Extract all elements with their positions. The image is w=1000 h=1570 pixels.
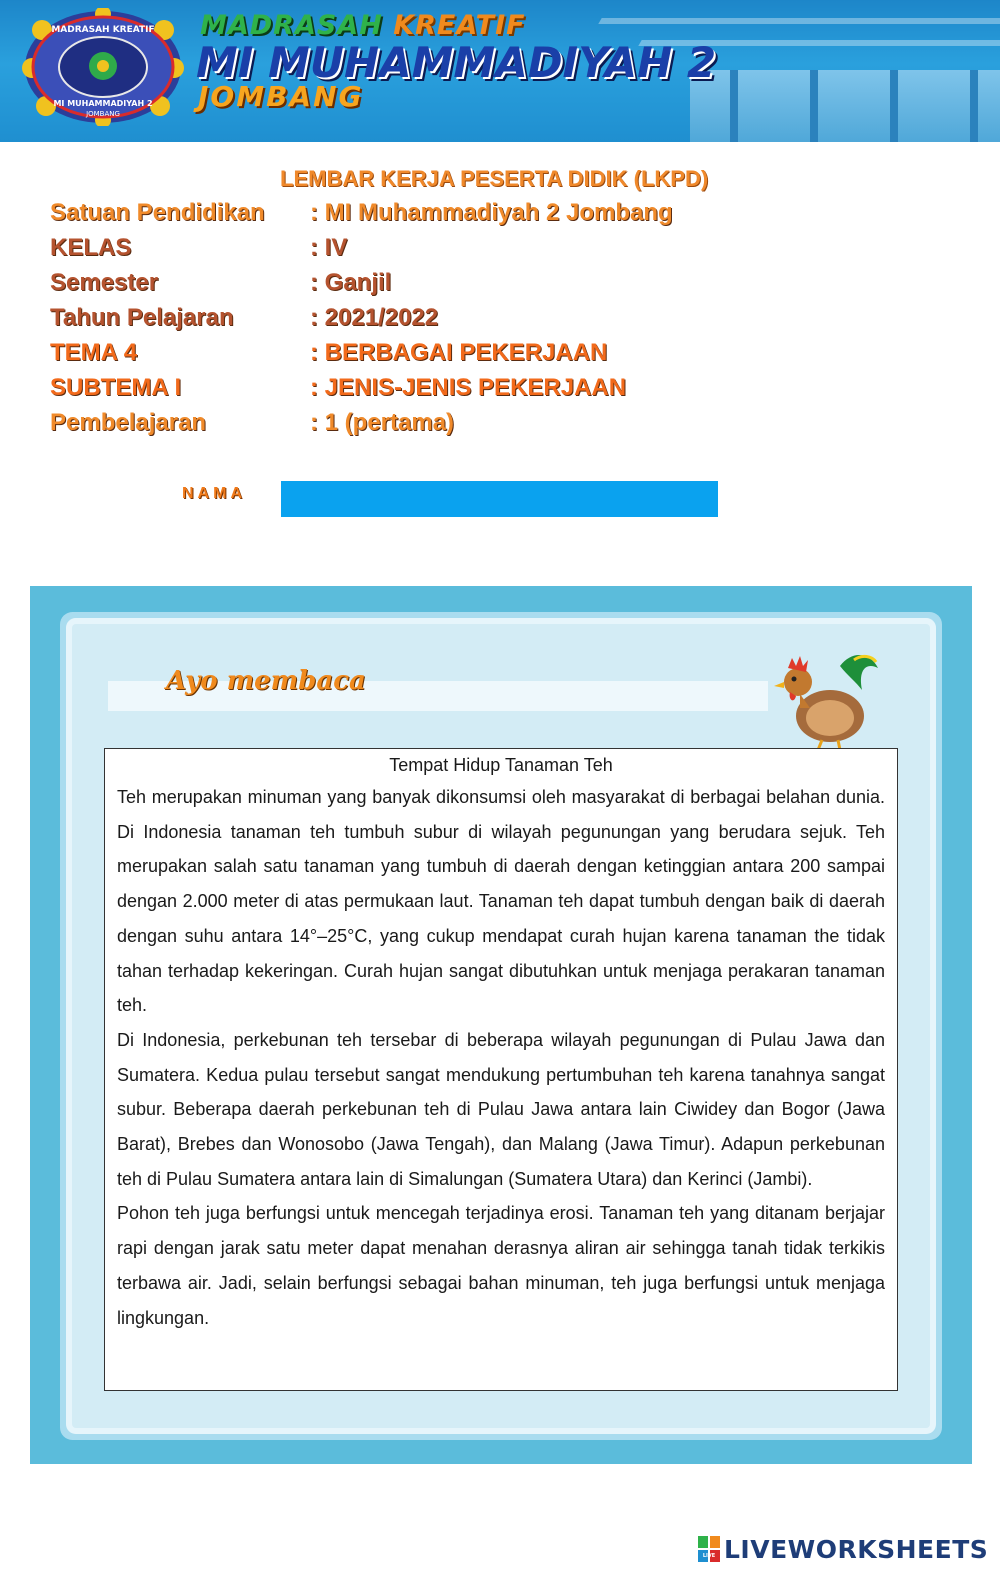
logo-text-top: MADRASAH KREATIF xyxy=(51,25,155,35)
ayo-membaca-heading: Ayo membaca xyxy=(166,666,366,696)
info-label: TEMA 4 xyxy=(50,339,138,366)
liveworksheets-logo-text: LIVE xyxy=(702,1553,716,1559)
reading-title: Tempat Hidup Tanaman Teh xyxy=(389,755,613,775)
rooster-icon xyxy=(770,646,882,752)
info-row-tahun-pelajaran xyxy=(50,304,950,336)
school-banner xyxy=(0,0,1000,142)
logo-text-city: JOMBANG xyxy=(86,110,120,118)
banner-stripe xyxy=(598,18,1000,24)
info-label: Tahun Pelajaran xyxy=(50,304,234,331)
reading-passage xyxy=(104,748,898,1391)
info-value: : JENIS-JENIS PEKERJAAN xyxy=(310,374,627,401)
info-value: : Ganjil xyxy=(310,269,392,296)
logo-text-bottom: MI MUHAMMADIYAH 2 xyxy=(53,99,153,108)
liveworksheets-logo-icon xyxy=(698,1536,720,1562)
worksheet-title: LEMBAR KERJA PESERTA DIDIK (LKPD) xyxy=(280,166,709,191)
info-label: Pembelajaran xyxy=(50,409,207,436)
brand-tagline-kreatif: KREATIF xyxy=(393,10,526,41)
reading-paragraph: Pohon teh juga berfungsi untuk mencegah terjadinya erosi. Tanaman teh yang ditanam berjajar rapi dengan jarak satu meter dapat menahan derasnya aliran air sehingga tanah tidak terkikis terbawa air. Jadi, selain berfungsi sebagai bahan minuman, teh juga berfungsi untuk menjaga lingkungan. xyxy=(117,1203,885,1328)
info-value: : 2021/2022 xyxy=(310,304,439,331)
info-row-tema xyxy=(50,339,950,371)
brand-tagline-madrasah: MADRASAH xyxy=(200,10,394,41)
banner-building-graphic xyxy=(690,70,1000,142)
brand-school-name: MI MUHAMMADIYAH 2 xyxy=(196,38,717,87)
info-row-pembelajaran xyxy=(50,409,950,441)
info-row-kelas xyxy=(50,234,950,266)
reading-paragraph: Teh merupakan minuman yang banyak dikonsumsi oleh masyarakat di berbagai belahan dunia. Di Indonesia tanaman teh tumbuh subur di wilayah pegunungan yang berudara sejuk. Teh merupakan salah satu tanaman yang tumbuh di daerah dengan ketinggian antara 200 sampai dengan 2.000 meter di atas permukaan laut. Tanaman teh dapat tumbuh dengan baik di daerah dengan suhu antara 14°–25°C, yang cukup mendapat curah hujan karena tanaman the tidak tahan terhadap kekeringan. Curah hujan sangat dibutuhkan untuk menjaga perakaran tanaman teh. xyxy=(117,787,885,1016)
info-row-subtema xyxy=(50,374,950,406)
info-row-satuan-pendidikan xyxy=(50,199,950,231)
reading-panel xyxy=(30,586,972,1464)
info-label: KELAS xyxy=(50,234,132,261)
nama-input[interactable] xyxy=(281,481,718,517)
info-label: SUBTEMA I xyxy=(50,374,182,401)
brand-tagline xyxy=(200,10,526,41)
school-logo xyxy=(22,8,184,126)
nama-label: NAMA xyxy=(182,485,246,502)
liveworksheets-text: LIVEWORKSHEETS xyxy=(724,1534,989,1564)
info-value: : 1 (pertama) xyxy=(310,409,455,436)
brand-city: JOMBANG xyxy=(198,80,364,113)
info-value: : MI Muhammadiyah 2 Jombang xyxy=(310,199,673,226)
liveworksheets-brand[interactable] xyxy=(698,1534,988,1564)
info-value: : IV xyxy=(310,234,348,261)
info-label: Satuan Pendidikan xyxy=(50,199,265,226)
info-row-semester xyxy=(50,269,950,301)
info-value: : BERBAGAI PEKERJAAN xyxy=(310,339,608,366)
info-label: Semester xyxy=(50,269,159,296)
reading-paragraph: Di Indonesia, perkebunan teh tersebar di beberapa wilayah pegunungan di Pulau Jawa dan Sumatera. Kedua pulau tersebut sangat mendukung pertumbuhan teh karena tanahnya sangat subur. Beberapa daerah perkebunan teh di Pulau Jawa antara lain Ciwidey dan Bogor (Jawa Barat), Brebes dan Wonosobo (Jawa Tengah), dan Malang (Jawa Timur). Adapun perkebunan teh di Pulau Sumatera antara lain di Simalungan (Sumatera Utara) dan Kerinci (Jambi). xyxy=(117,1029,885,1189)
